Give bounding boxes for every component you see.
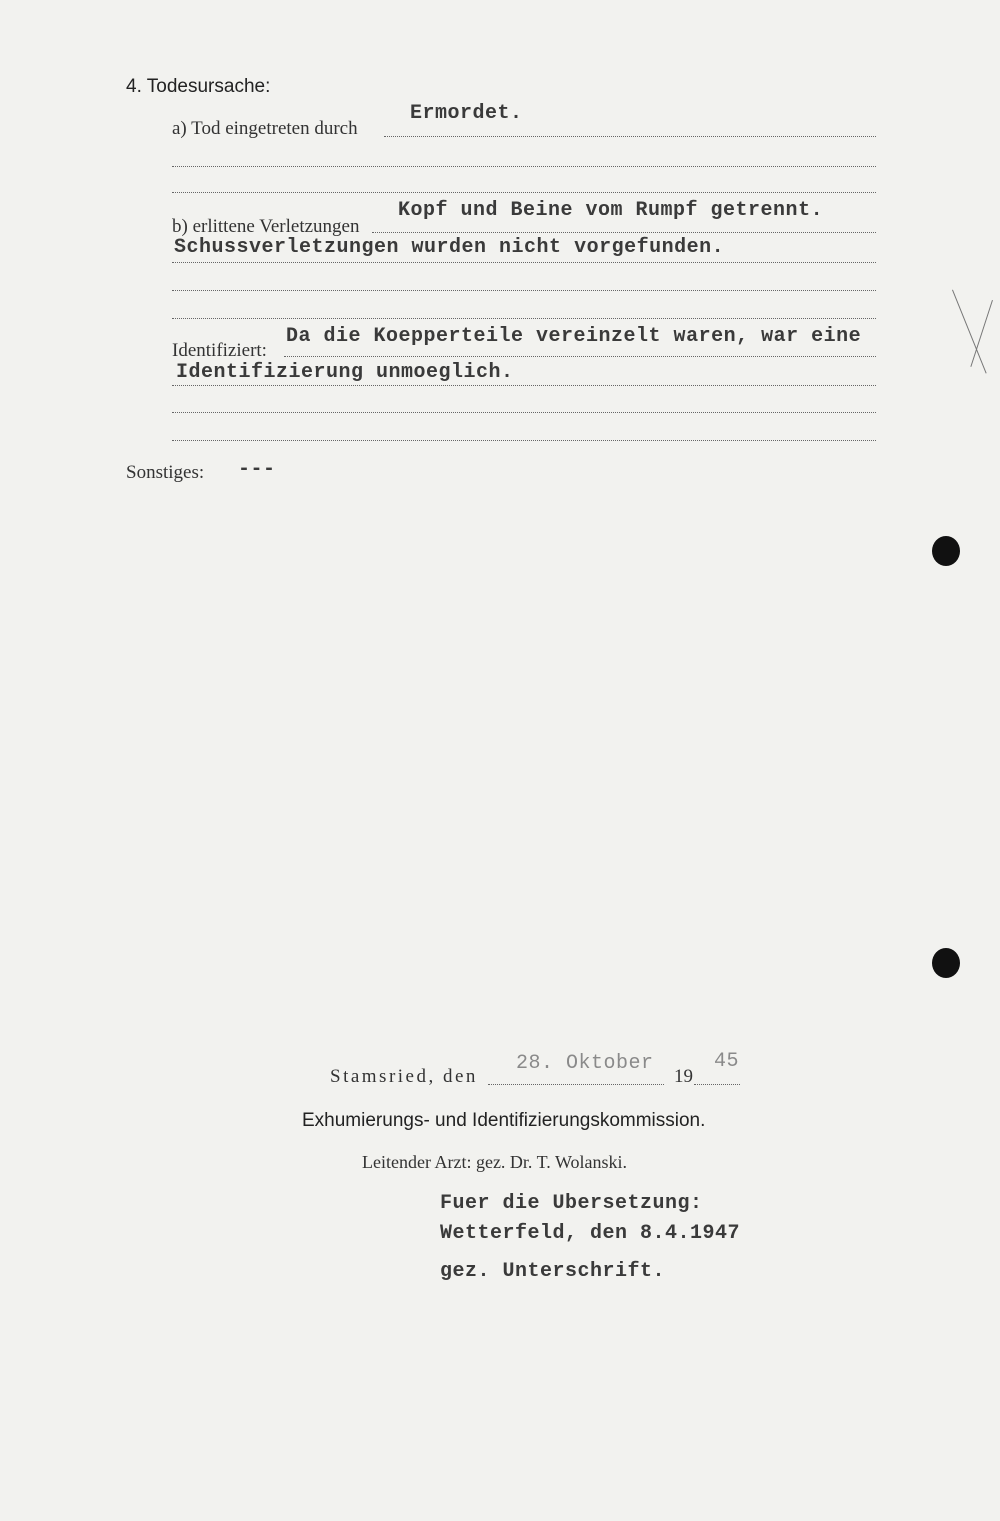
place-label: Stamsried, den [330,1066,478,1087]
injuries-line2-rule [172,262,876,263]
identified-line1: Da die Koepperteile vereinzelt waren, war eine [286,325,862,348]
section-heading: 4. Todesursache: [126,76,271,97]
injuries-line2: Schussverletzungen wurden nicht vorgefunden. [174,236,725,259]
other-label: Sonstiges: [126,462,205,483]
identified-line1-rule [284,356,876,357]
blank-line-5 [172,412,876,413]
punch-hole-top [932,536,960,566]
year-prefix: 19 [674,1066,693,1087]
punch-hole-bottom [932,948,960,978]
blank-line-1 [172,166,876,167]
translation-line2: Wetterfeld, den 8.4.1947 [440,1222,741,1245]
identified-line2-rule [172,385,876,386]
date-rule [488,1084,664,1085]
identified-line2: Identifizierung unmoeglich. [176,361,514,384]
injuries-line1: Kopf und Beine vom Rumpf getrennt. [398,199,824,222]
translation-line1: Fuer die Ubersetzung: [440,1192,703,1215]
blank-line-2 [172,192,876,193]
crease-mark-2 [970,300,993,367]
other-value: --- [238,458,276,481]
identified-label: Identifiziert: [172,340,267,361]
translation-line3: gez. Unterschrift. [440,1260,666,1283]
cause-line [384,136,876,137]
cause-value: Ermordet. [410,102,523,125]
injuries-label: b) erlittene Verletzungen [172,216,360,237]
blank-line-4 [172,318,876,319]
doctor-signature: Leitender Arzt: gez. Dr. T. Wolanski. [362,1152,627,1172]
injuries-line1-rule [372,232,876,233]
date-value: 28. Oktober [516,1052,654,1075]
commission-title: Exhumierungs- und Identifizierungskommission. [302,1110,706,1131]
blank-line-3 [172,290,876,291]
year-suffix: 45 [714,1050,740,1073]
year-rule [694,1084,740,1085]
cause-label: a) Tod eingetreten durch [172,118,358,139]
blank-line-6 [172,440,876,441]
